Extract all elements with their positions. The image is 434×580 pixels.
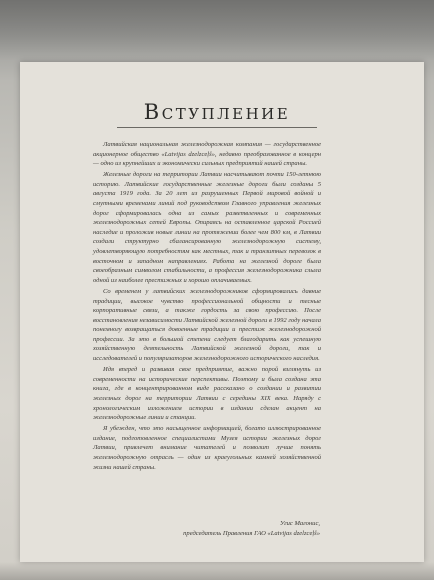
page-title: Вступление bbox=[143, 100, 291, 124]
signature-block bbox=[150, 519, 320, 538]
paragraph: Железные дороги на территории Латвии насчитывают почти 150-летнюю историю. Латвийские государственные железные дороги были созданы 5 августа 1919 года. За 20 лет из разрушенных Первой мировой войной и смутными временами линий под руководством Главного управления железных дорог сформировалась одна из самых разветвленных и современных железнодорожных сетей Европы. Опираясь на оставленное царской Россией наследие и проложив новые линии на протяжении более чем 800 км, в Латвии создали структурно сбалансированную железнодорожную систему, удовлетворяющую потребностям как местных, так и транзитных перевозок в восточном и западном направлениях. Работа на железной дороге была своеобразным символом стабильности, а профессия железнодорожника слыла одной из наиболее престижных и хорошо оплачиваемых. bbox=[93, 171, 321, 284]
introduction-text bbox=[93, 140, 321, 474]
paragraph: Идя вперед и развивая свое предприятие, важно порой взглянуть из современности на исторические перспективы. Поэтому и была создана эта книга, где в концентрированном виде рассказано о создании и развитии железных дорог на территории Латвии с середины XIX века. Наряду с хронологическим изложением истории в издании сделан акцент на железнодорожные линии и станции. bbox=[93, 366, 321, 422]
top-shadow bbox=[0, 0, 434, 60]
title-divider bbox=[117, 127, 317, 128]
paragraph: Я убежден, что это насыщенное информацией, богато иллюстрированное издание, подготовленное специалистами Музея истории железных дорог Латвии, привлечет внимание читателей и позволит лучше понять железнодорожную отрасль — один из краеугольных камней хозяйственной жизни нашей страны. bbox=[93, 425, 321, 471]
signatory-position: председатель Правления ГАО «Latvijas dzelzceļš» bbox=[183, 529, 320, 537]
bottom-shadow bbox=[0, 562, 434, 580]
paragraph: Со временем у латвийских железнодорожников сформировались давние традиции, высокое чувство профессиональной общности и тесные корпоративные связи, а также гордость за свою профессию. После восстановления независимости Латвийской железной дороги в 1992 году начала понемногу возвращаться довоенные традиции и престиж железнодорожной профессии. За это в большой степени следует благодарить как успешную хозяйственную деятельность Латвийской железной дороги, так и исследователей и популяризаторов железнодорожного исторического наследия. bbox=[93, 287, 321, 363]
signatory-name: Угис Магонис, bbox=[280, 520, 320, 527]
paragraph: Латвийская национальная железнодорожная компания — государственное акционерное общество «Latvijas dzelzceļš», недавно преобразованное в концерн — одно из крупнейших и экономически сильных предприятий нашей страны. bbox=[93, 141, 321, 168]
